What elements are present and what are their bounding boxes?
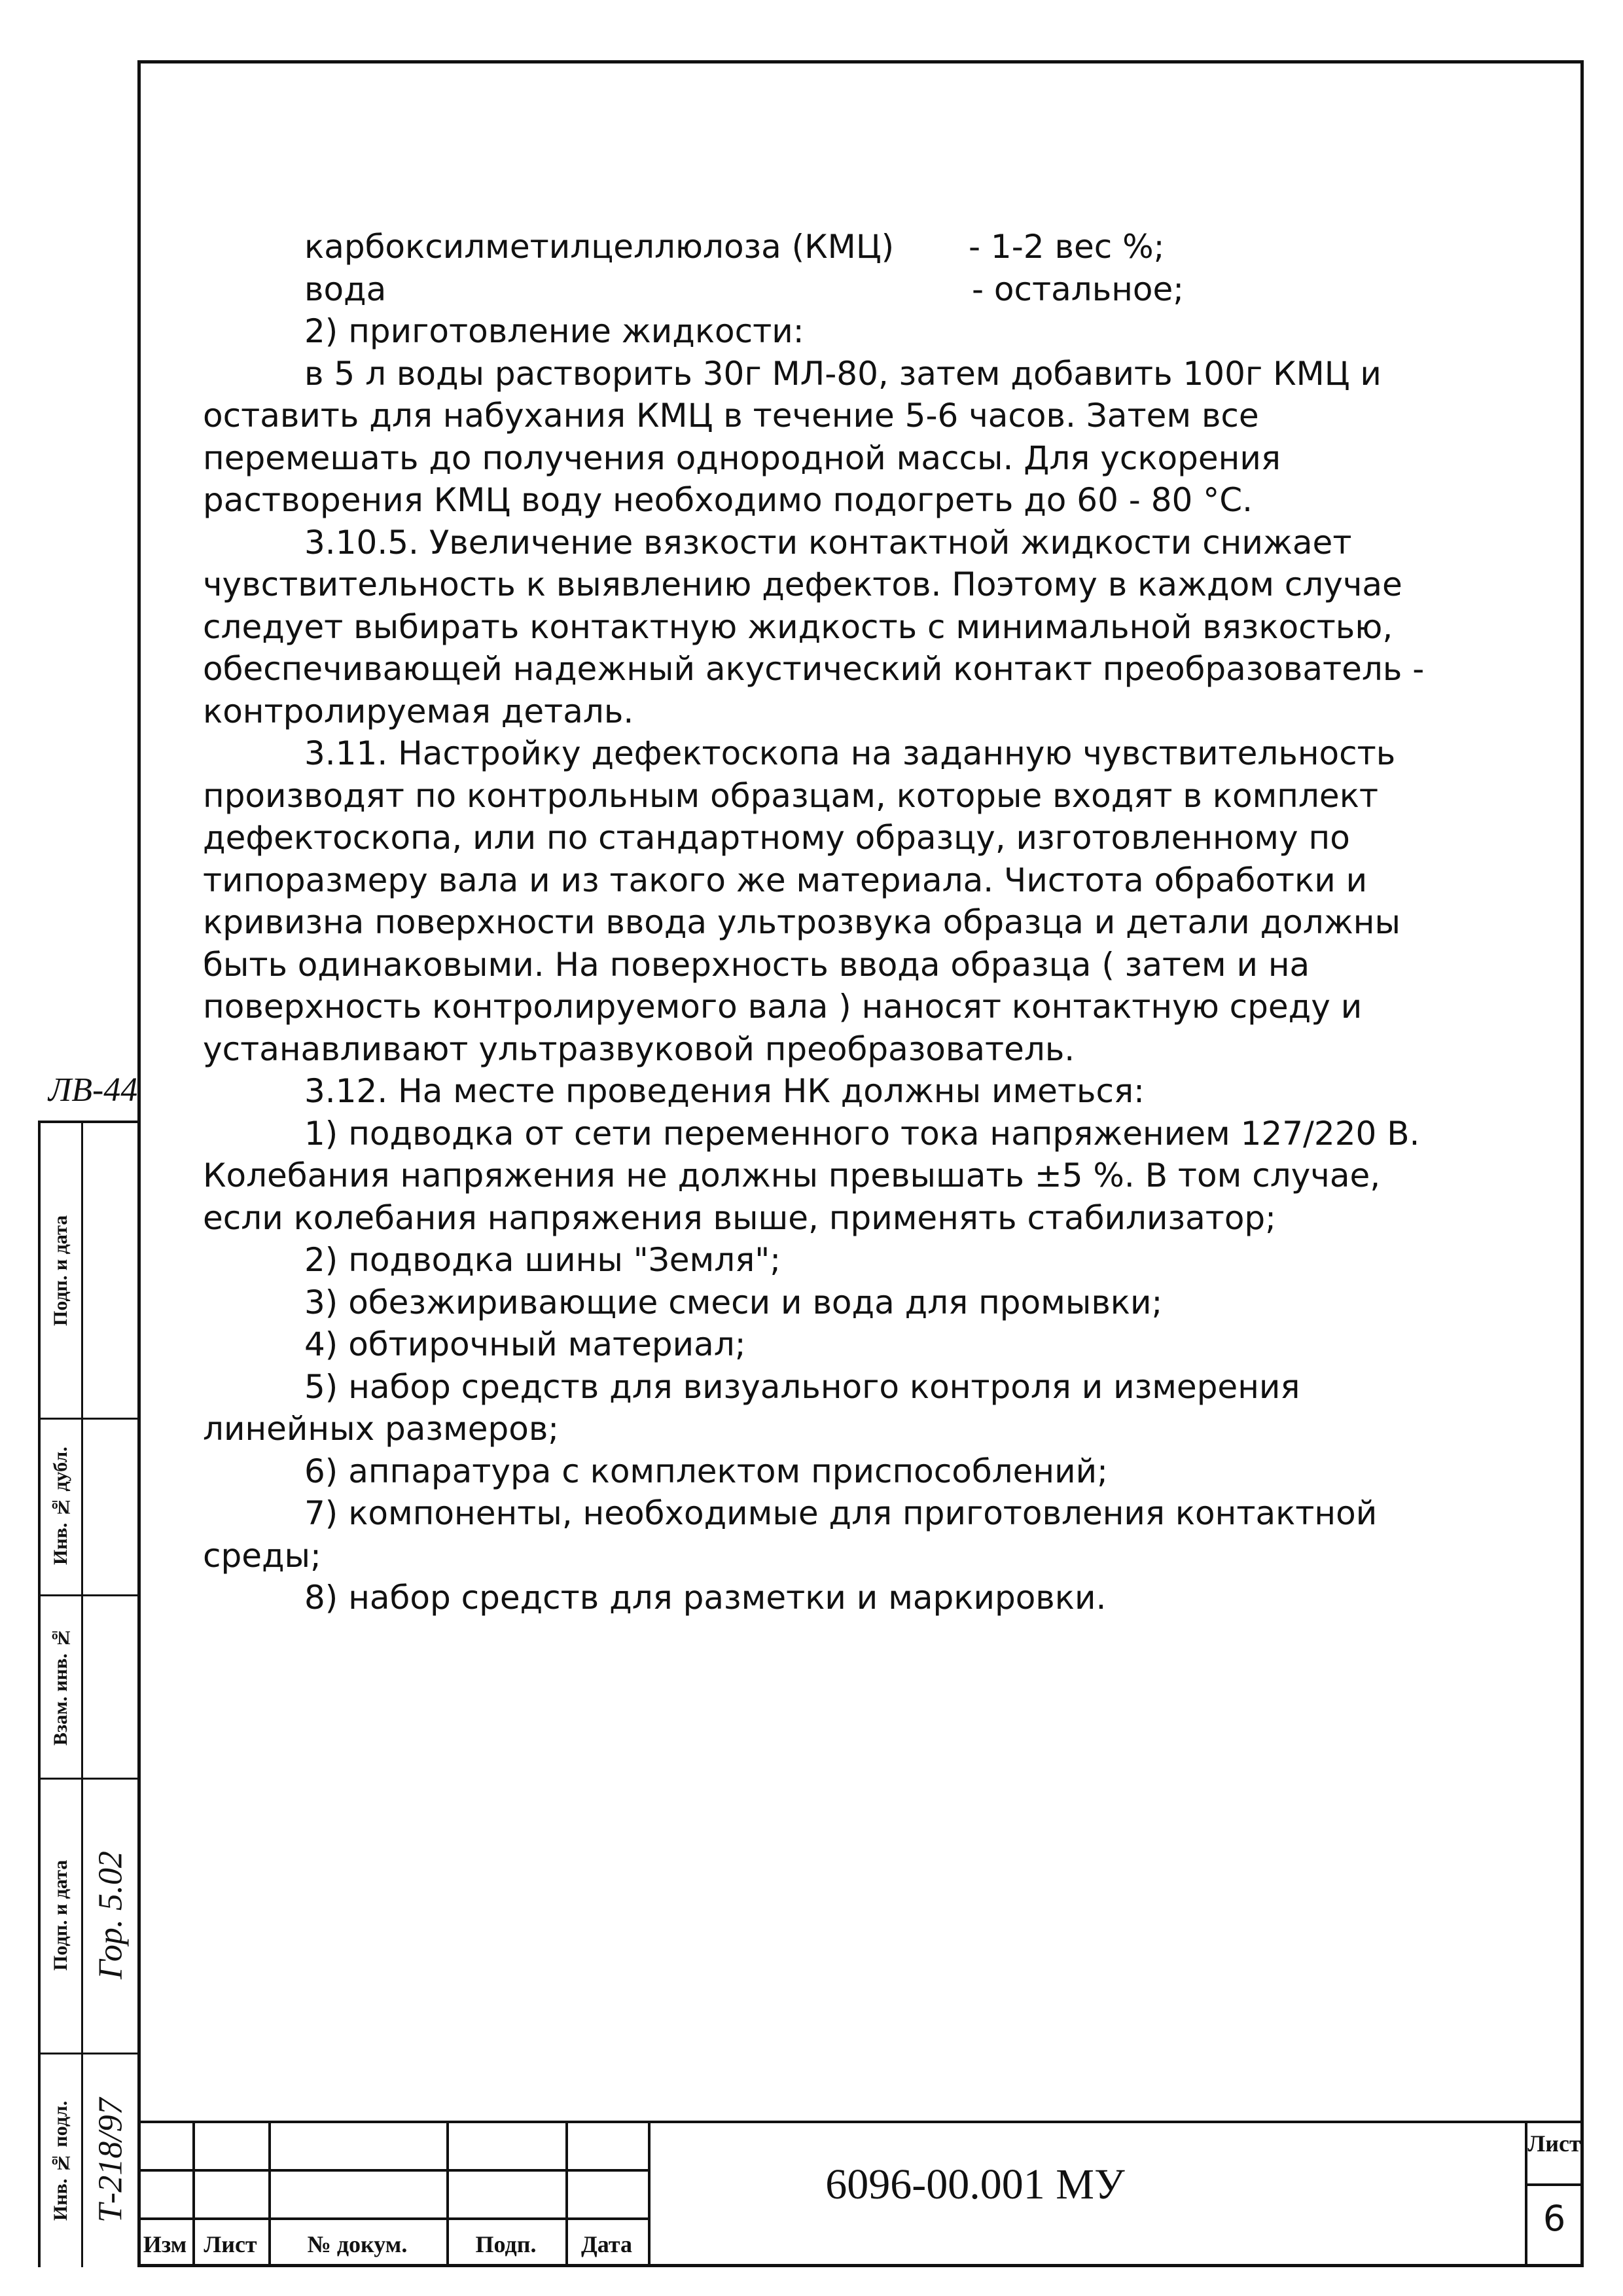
paragraph: 3.10.5. Увеличение вязкости контактной жидкости снижает чувствительность к выявлению дефектов. Поэтому в каждом случае следует выбирать контактную жидкость с минимальной вязкостью, обеспечивающей надежный акустический контакт преобразователь - контролируемая деталь. bbox=[203, 523, 1425, 730]
component-name: карбоксилметилцеллюлоза (КМЦ) bbox=[304, 228, 895, 266]
component-name: вода bbox=[304, 270, 387, 308]
document-number: 6096-00.001 МУ bbox=[825, 2161, 1125, 2208]
document-body bbox=[203, 226, 1466, 1619]
handwritten-inventory-number: Т-218/97 bbox=[92, 2098, 130, 2223]
paragraph: 2) подводка шины "Земля"; bbox=[304, 1241, 781, 1279]
paragraph: 6) аппаратура с комплектом приспособлений; bbox=[304, 1452, 1108, 1490]
paragraph: 1) подводка от сети переменного тока напряжением 127/220 В. Колебания напряжения не должны превышать ±5 %. В том случае, если колебания напряжения выше, применять стабилизатор; bbox=[203, 1114, 1420, 1237]
stamp-col-date: Дата bbox=[581, 2231, 632, 2257]
paragraph: 3.12. На месте проведения НК должны иметься: bbox=[304, 1072, 1145, 1110]
paragraph: 8) набор средств для разметки и маркировки. bbox=[304, 1579, 1107, 1617]
stamp-col-signature: Подп. bbox=[475, 2231, 537, 2257]
stamp-line bbox=[1525, 2183, 1584, 2186]
paragraph: 5) набор средств для визуального контроля и измерения линейных размеров; bbox=[203, 1367, 1300, 1448]
paragraph: 3) обезжиривающие смеси и вода для промывки; bbox=[304, 1283, 1163, 1321]
component-amount: - 1-2 вес %; bbox=[969, 228, 1165, 266]
paragraph: 7) компоненты, необходимые для приготовления контактной среды; bbox=[203, 1494, 1378, 1575]
side-label-sign-date-2: Подп. и дата bbox=[50, 1859, 71, 1971]
handwritten-signature-date: Гор. 5.02 bbox=[92, 1851, 130, 1979]
paragraph: 4) обтирочный материал; bbox=[304, 1325, 746, 1363]
paragraph: 2) приготовление жидкости: bbox=[304, 312, 804, 350]
side-label-dup-inv: Инв. № дубл. bbox=[50, 1446, 71, 1566]
stamp-line bbox=[137, 2217, 648, 2220]
component-amount: - остальное; bbox=[972, 270, 1185, 308]
side-top-note: ЛВ-44 bbox=[48, 1071, 138, 1109]
paragraph: 3.11. Настройку дефектоскопа на заданную чувствительность производят по контрольным образцам, которые входят в комплект дефектоскопа, или по стандартному образцу, изготовленному по типоразмеру вала и из такого же материала. Чистота обработки и кривизна поверхности ввода ультрозвука образца и детали должны быть одинаковыми. На поверхность ввода образца ( затем и на поверхность контролируемого вала ) наносят контактную среду и устанавливают ультразвуковой преобразователь. bbox=[203, 734, 1400, 1068]
paragraph: в 5 л воды растворить 30г МЛ-80, затем добавить 100г КМЦ и оставить для набухания КМЦ в течение 5-6 часов. Затем все перемешать до получения однородной массы. Для ускорения растворения КМЦ воду необходимо подогреть до 60 - 80 °С. bbox=[203, 354, 1382, 519]
stamp-col-doc-number: № докум. bbox=[307, 2231, 408, 2257]
composition-line-cmc bbox=[203, 226, 1466, 268]
side-label-replace-inv: Взам. инв. № bbox=[50, 1626, 71, 1746]
side-label-sign-date: Подп. и дата bbox=[50, 1215, 71, 1326]
stamp-line bbox=[137, 2121, 1584, 2123]
composition-line-water bbox=[203, 268, 1466, 311]
stamp-col-sheet: Лист bbox=[204, 2231, 257, 2257]
side-label-orig-inv: Инв. № подл. bbox=[50, 2100, 71, 2221]
side-stamp-column bbox=[38, 1121, 137, 2267]
title-block bbox=[137, 2121, 1584, 2267]
stamp-line bbox=[137, 2169, 648, 2172]
sheet-label: Лист bbox=[1527, 2130, 1581, 2157]
sheet-number: 6 bbox=[1543, 2198, 1566, 2239]
stamp-col-change: Изм bbox=[143, 2231, 187, 2257]
